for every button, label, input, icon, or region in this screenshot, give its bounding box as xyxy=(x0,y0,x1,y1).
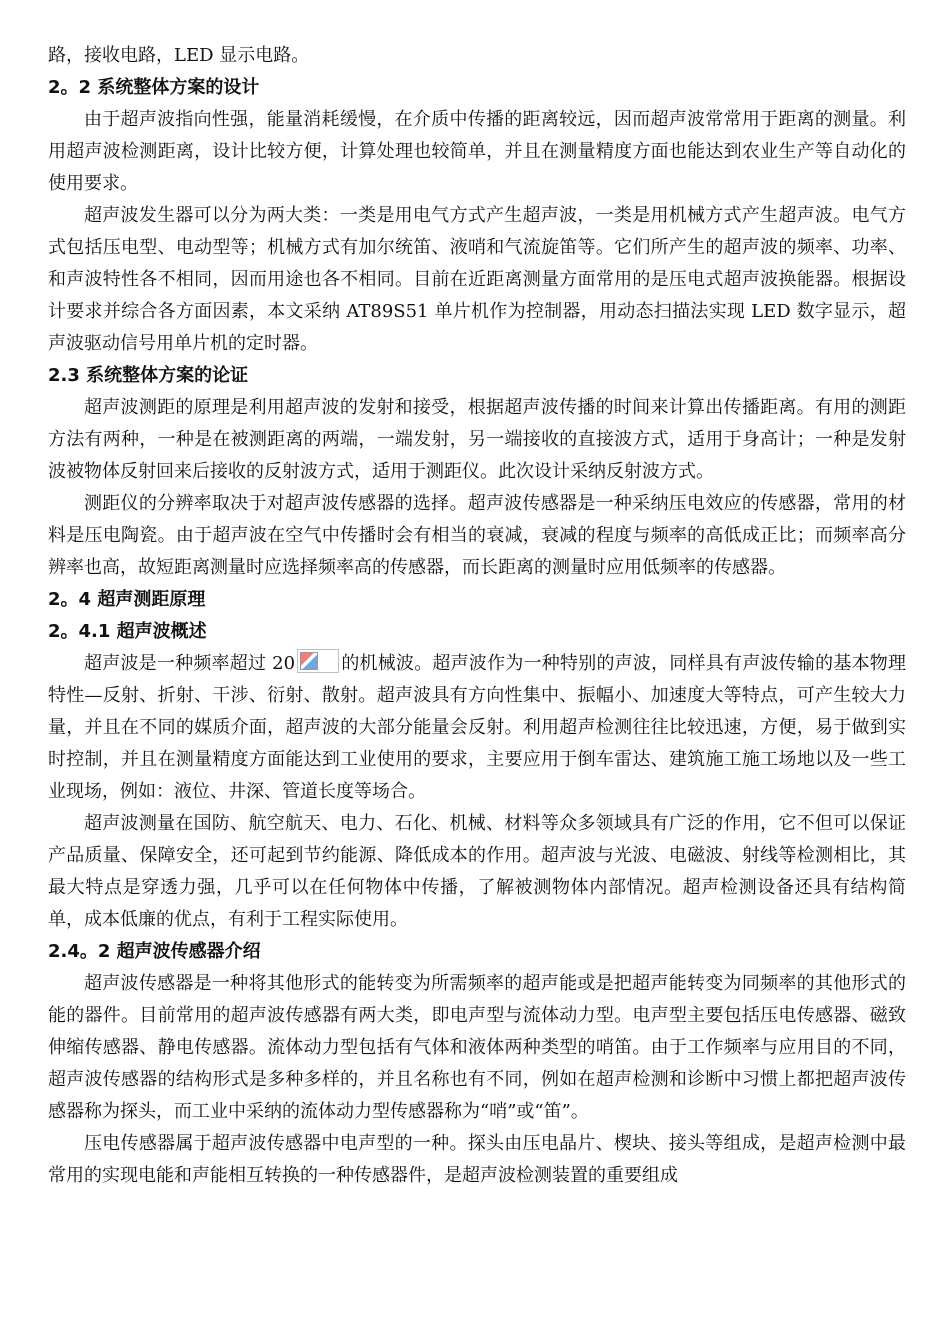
paragraph-text: 的机械波。超声波作为一种特别的声波，同样具有声波传输的基本物理特性—反射、折射、干涉、衍射、散射。超声波具有方向性集中、振幅小、加速度大等特点，可产生较大力量，并且在不同的媒质介面，超声波的大部分能量会反射。利用超声检测往往比较迅速，方便，易于做到实时控制，并且在测量精度方面能达到工业使用的要求，主要应用于倒车雷达、建筑施工施工场地以及一些工业现场，例如：液位、井深、管道长度等场合。 xyxy=(48,653,907,802)
section-heading-2-3: 2.3 系统整体方案的论证 xyxy=(48,365,249,386)
section-heading-2-4: 2。4 超声测距原理 xyxy=(48,589,206,610)
section-heading-2-2: 2。2 系统整体方案的设计 xyxy=(48,77,260,98)
section-heading-2-4-2: 2.4。2 超声波传感器介绍 xyxy=(48,941,261,962)
continuation-text: 路，接收电路，LED 显示电路。 xyxy=(48,45,310,66)
paragraph: 超声波测量在国防、航空航天、电力、石化、机械、材料等众多领域具有广泛的作用，它不但可以保证产品质量、保障安全，还可起到节约能源、降低成本的作用。超声波与光波、电磁波、射线等检测相比，其最大特点是穿透力强，几乎可以在任何物体中传播，了解被测物体内部情况。超声检测设备还具有结构简单，成本低廉的优点，有利于工程实际使用。 xyxy=(48,813,906,930)
paragraph: 由于超声波指向性强，能量消耗缓慢，在介质中传播的距离较远，因而超声波常常用于距离的测量。利用超声波检测距离，设计比较方便，计算处理也较简单，并且在测量精度方面也能达到农业生产等自动化的使用要求。 xyxy=(48,109,906,194)
paragraph xyxy=(48,648,906,808)
broken-image-icon xyxy=(297,649,339,673)
paragraph: 超声波传感器是一种将其他形式的能转变为所需频率的超声能或是把超声能转变为同频率的其他形式的能的器件。目前常用的超声波传感器有两大类，即电声型与流体动力型。电声型主要包括压电传感器、磁致伸缩传感器、静电传感器。流体动力型包括有气体和液体两种类型的哨笛。由于工作频率与应用目的不同，超声波传感器的结构形式是多种多样的，并且名称也有不同，例如在超声检测和诊断中习惯上都把超声波传感器称为探头，而工业中采纳的流体动力型传感器称为“哨”或“笛”。 xyxy=(48,973,906,1122)
image-placeholder-icon xyxy=(300,652,318,670)
paragraph: 压电传感器属于超声波传感器中电声型的一种。探头由压电晶片、楔块、接头等组成，是超声检测中最常用的实现电能和声能相互转换的一种传感器件，是超声波检测装置的重要组成 xyxy=(48,1133,906,1186)
paragraph: 超声波发生器可以分为两大类：一类是用电气方式产生超声波，一类是用机械方式产生超声波。电气方式包括压电型、电动型等；机械方式有加尔统笛、液哨和气流旋笛等。它们所产生的超声波的频率、功率、和声波特性各不相同，因而用途也各不相同。目前在近距离测量方面常用的是压电式超声波换能器。根据设计要求并综合各方面因素，本文采纳 AT89S51 单片机作为控制器，用动态扫描法实现 LED 数字显示，超声波驱动信号用单片机的定时器。 xyxy=(48,205,906,354)
paragraph: 测距仪的分辨率取决于对超声波传感器的选择。超声波传感器是一种采纳压电效应的传感器，常用的材料是压电陶瓷。由于超声波在空气中传播时会有相当的衰减，衰减的程度与频率的高低成正比；而频率高分辨率也高，故短距离测量时应选择频率高的传感器，而长距离的测量时应用低频率的传感器。 xyxy=(48,493,906,578)
paragraph: 超声波测距的原理是利用超声波的发射和接受，根据超声波传播的时间来计算出传播距离。有用的测距方法有两种，一种是在被测距离的两端，一端发射，另一端接收的直接波方式，适用于身高计；一种是发射波被物体反射回来后接收的反射波方式，适用于测距仪。此次设计采纳反射波方式。 xyxy=(48,397,906,482)
section-heading-2-4-1: 2。4.1 超声波概述 xyxy=(48,621,207,642)
document-page xyxy=(48,40,906,1192)
paragraph-text: 超声波是一种频率超过 20 xyxy=(84,653,296,674)
